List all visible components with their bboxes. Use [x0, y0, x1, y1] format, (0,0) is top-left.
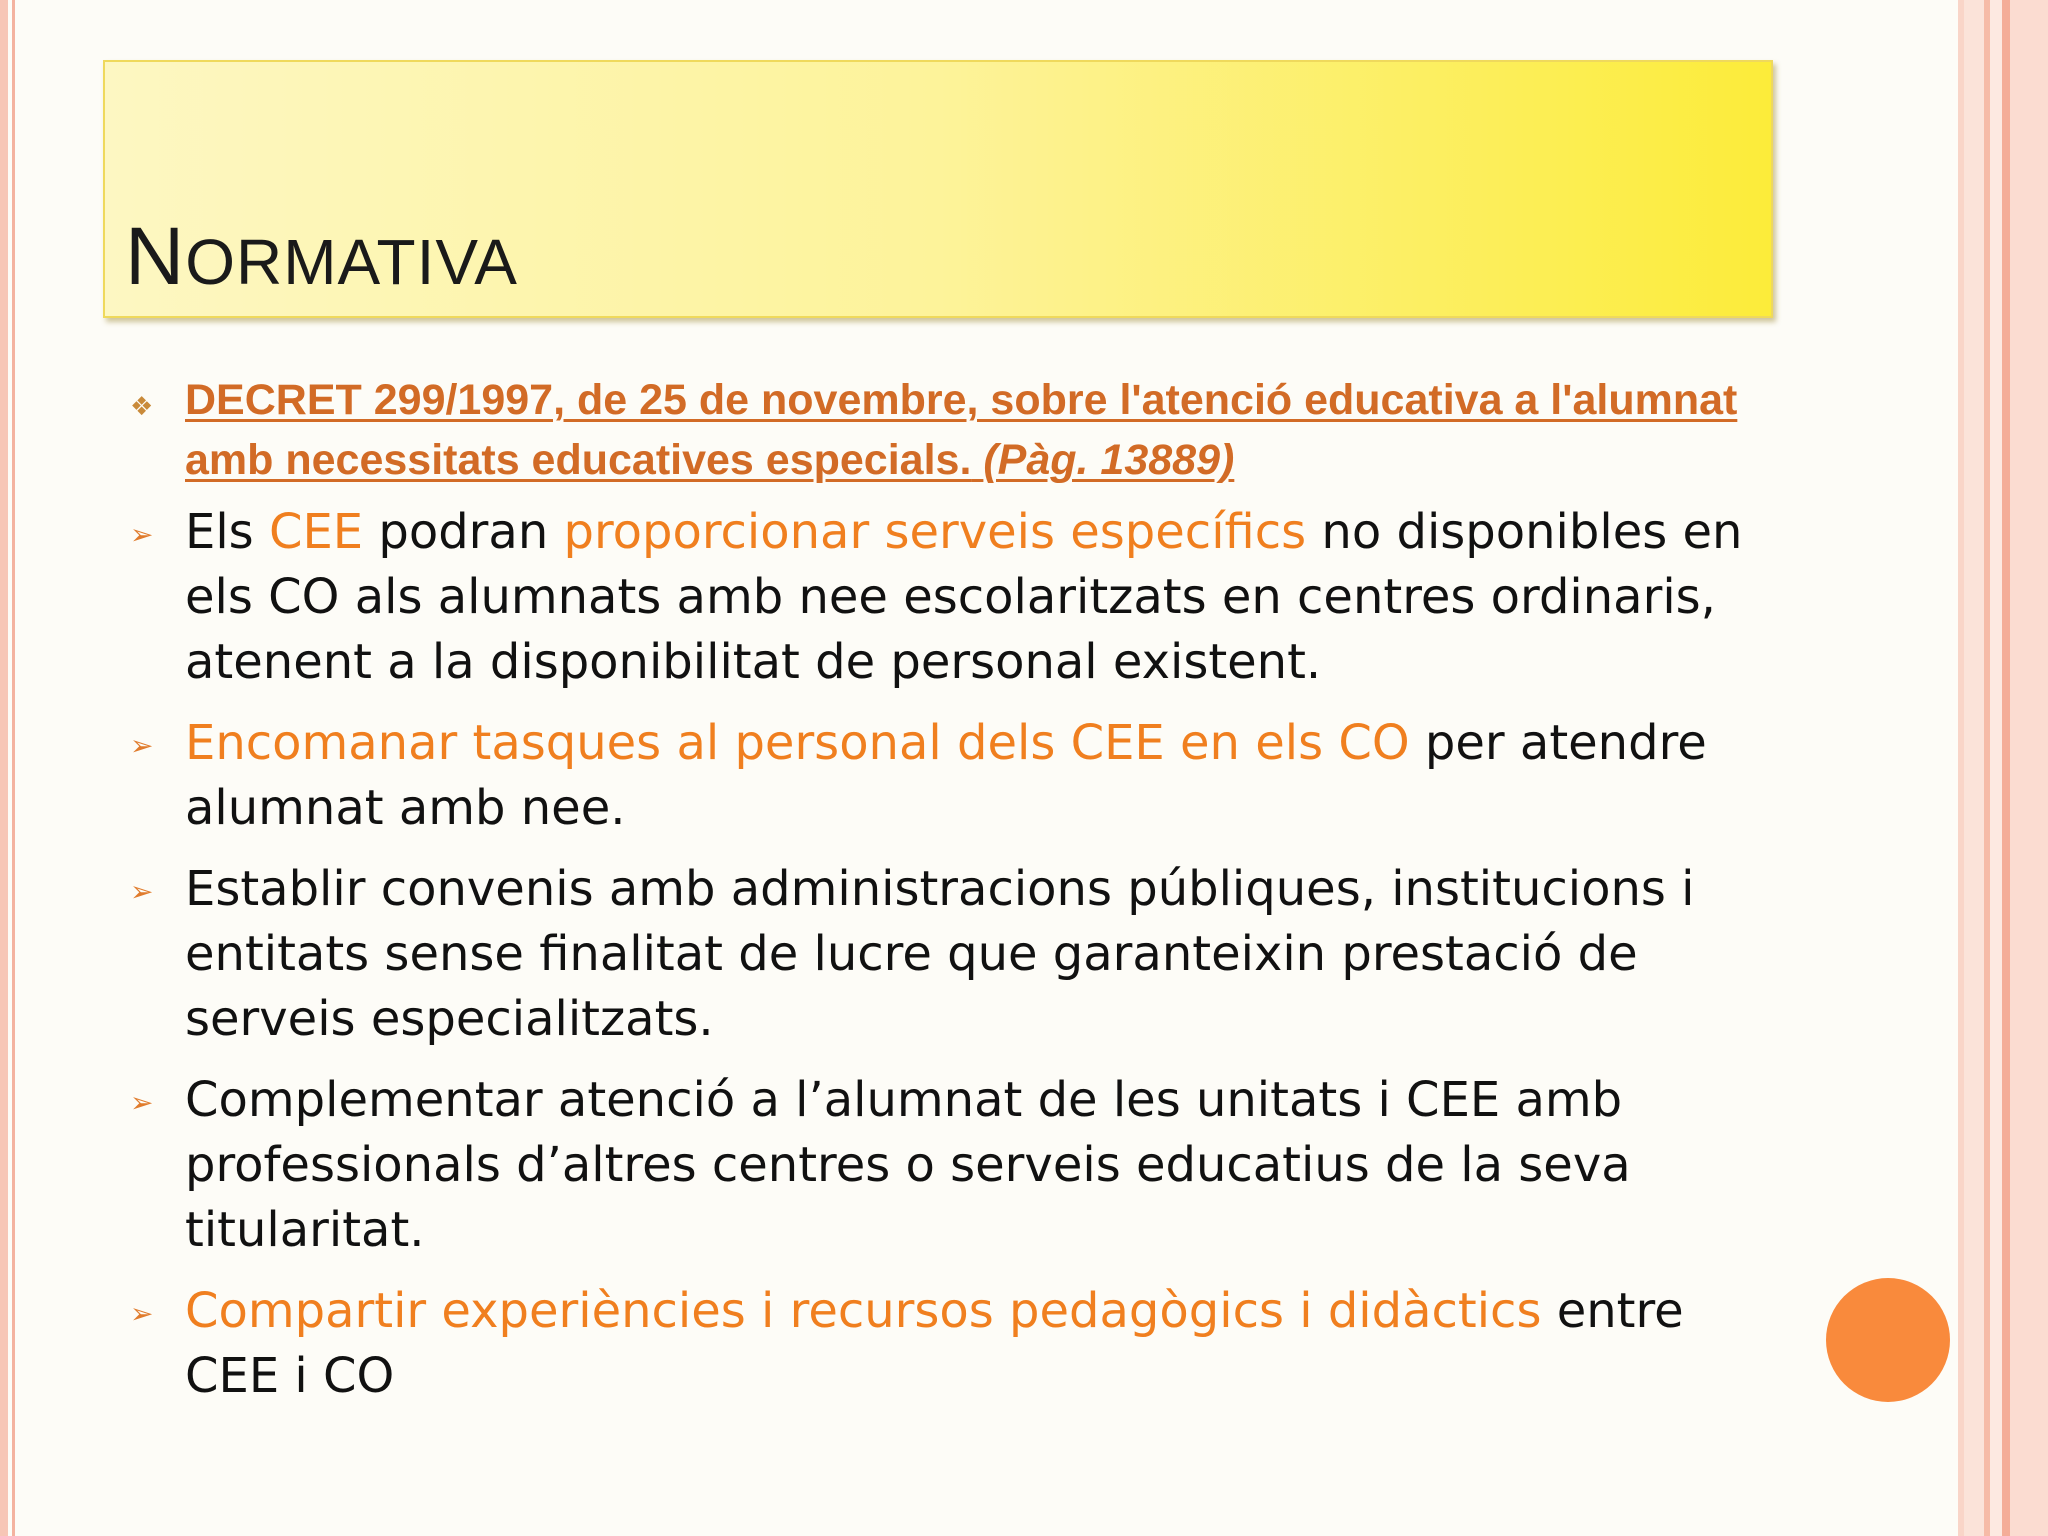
bullet-text [185, 857, 1770, 1052]
decret-page-ref: (Pàg. 13889) [983, 436, 1235, 484]
title-box [103, 60, 1773, 318]
arrow-bullet-icon: ➢ [130, 1086, 154, 1119]
left-border-line [12, 0, 15, 1536]
highlighted-text: CEE [268, 504, 364, 560]
slide-title [125, 210, 518, 304]
bullet-item [130, 1068, 1770, 1263]
bullet-item [130, 1279, 1770, 1409]
arrow-bullet-icon: ➢ [130, 729, 154, 762]
highlighted-text: proporcionar serveis específics [563, 504, 1307, 560]
text-segment: no disponibles en els CO als alumnats amb nee escolaritzats en centres ordinaris, atenent a la disponibilitat de personal existent. [185, 504, 1743, 690]
highlighted-text: Compartir experiències i recursos pedagògics i didàctics [185, 1283, 1542, 1339]
right-border-stripe [2002, 0, 2010, 1536]
arrow-bullet-icon: ➢ [130, 1297, 154, 1330]
bullet-item [130, 711, 1770, 841]
highlighted-text: Encomanar tasques al personal dels CEE en els CO [185, 715, 1410, 771]
arrow-bullet-icon: ➢ [130, 875, 154, 908]
title-initial: N [125, 211, 186, 302]
bullet-text [185, 711, 1770, 841]
bullet-text [185, 500, 1770, 695]
arrow-bullet-icon: ➢ [130, 518, 154, 551]
text-segment: entre CEE i CO [185, 1283, 1684, 1404]
decorative-circle [1826, 1278, 1950, 1402]
text-segment: per atendre alumnat amb nee. [185, 715, 1707, 836]
text-segment: Els [185, 504, 269, 560]
decret-text: DECRET 299/1997, de 25 de novembre, sobre l'atenció educativa a l'alumnat amb necessitats educatives especials. [185, 376, 1738, 484]
bullet-item [130, 500, 1770, 695]
decret-link[interactable] [185, 370, 1770, 490]
text-segment: podran [363, 504, 564, 560]
right-border-stripe [1990, 0, 2002, 1536]
bullet-text [185, 1279, 1770, 1409]
text-segment: Establir convenis amb administracions públiques, institucions i entitats sense finalitat de lucre que garanteixin prestació de serveis especialitzats. [185, 861, 1695, 1047]
slide-content [130, 370, 1770, 1425]
diamond-bullet-icon: ❖ [130, 392, 154, 422]
left-border-stripe [0, 0, 8, 1536]
bullet-list [130, 500, 1770, 1409]
title-rest: ORMATIVA [185, 226, 518, 298]
right-border-stripe [1964, 0, 1984, 1536]
bullet-text [185, 1068, 1770, 1263]
text-segment: Complementar atenció a l’alumnat de les unitats i CEE amb professionals d’altres centres o serveis educatius de la seva titularitat. [185, 1072, 1631, 1258]
right-border-stripe [2010, 0, 2048, 1536]
bullet-item [130, 857, 1770, 1052]
decret-item [130, 370, 1770, 490]
